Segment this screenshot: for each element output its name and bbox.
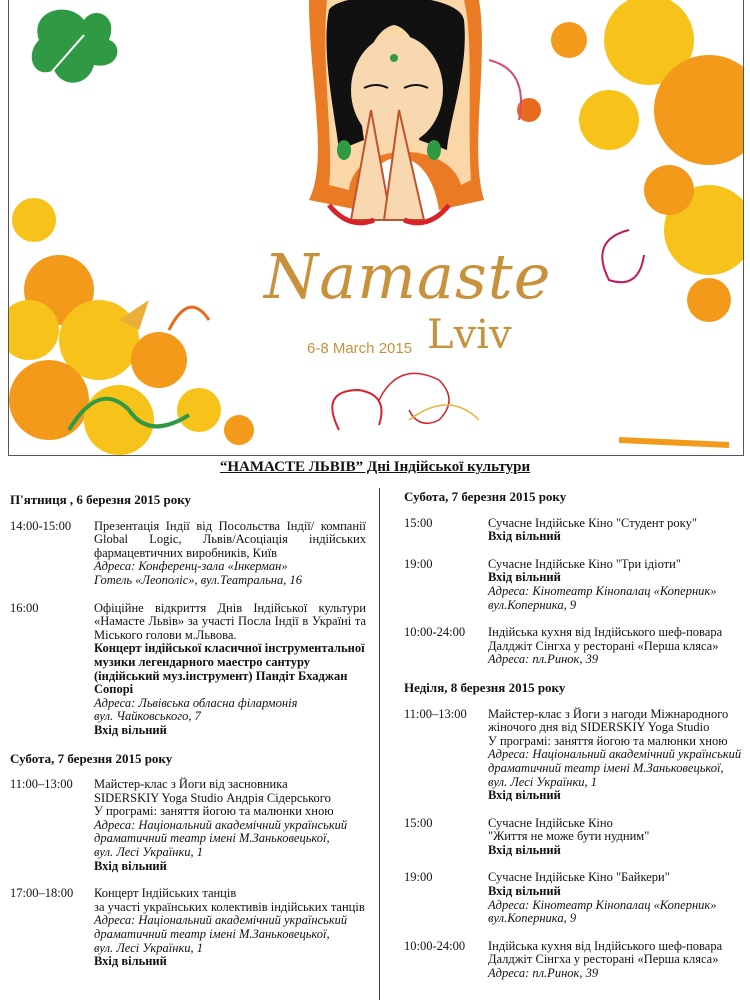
event-description: Концерт Індійських танців [94, 886, 237, 901]
event-address: Адреса: Національний академічний український драматичний театр імені М.Заньковецької, [488, 747, 742, 775]
event-item [404, 940, 744, 981]
event-description: Далджіт Сінгха у ресторані «Перша кляса» [488, 638, 719, 653]
event-description: У програмі: заняття йогою та малюнки хною [488, 733, 728, 748]
free-entry-label: Вхід вільний [488, 884, 561, 899]
event-description: Сучасне Індійське Кіно "Студент року" [488, 515, 697, 530]
poster-dates: 6-8 March 2015 [307, 340, 413, 357]
day-heading: П'ятниця , 6 березня 2015 року [10, 492, 192, 507]
event-address: вул.Коперника, 9 [488, 597, 577, 612]
event-address: вул.Коперника, 9 [488, 911, 577, 926]
column-divider [379, 488, 380, 1000]
event-description: Сучасне Індійське Кіно "Три ідіоти" [488, 556, 681, 571]
event-description: Сучасне Індійське Кіно [488, 815, 613, 830]
decorative-splashes [9, 0, 743, 455]
green-leaf-icon [32, 10, 118, 83]
event-item [10, 778, 366, 873]
event-time: 11:00–13:00 [10, 777, 73, 792]
event-description: "Життя не може бути нудним" [488, 829, 650, 844]
free-entry-label: Вхід вільний [488, 529, 561, 544]
event-description: за участі українських колективів індійських танців [94, 899, 365, 914]
event-time: 10:00-24:00 [404, 625, 466, 640]
free-entry-label: Вхід вільний [94, 722, 167, 737]
event-address: вул. Лесі Українки, 1 [488, 774, 598, 789]
event-time: 15:00 [404, 815, 433, 830]
event-item [404, 708, 744, 803]
event-description: Далджіт Сінгха у ресторані «Перша кляса» [488, 952, 719, 967]
event-address: Адреса: Кінотеатр Кінопалац «Коперник» [488, 897, 717, 912]
event-description: Офіційне відкриття Днів Індійської культури «Намасте Львів» за участі Посла Індії в Україні та Міського голови м.Львова. [94, 600, 366, 642]
event-address: Адреса: пл.Ринок, 39 [488, 966, 599, 981]
event-time: 19:00 [404, 870, 433, 885]
event-time: 16:00 [10, 600, 39, 615]
event-item [404, 626, 744, 667]
event-item [404, 817, 744, 858]
left-column [10, 493, 366, 983]
event-time: 19:00 [404, 556, 433, 571]
event-description: Сучасне Індійське Кіно "Байкери" [488, 870, 670, 885]
namaste-figure-icon [309, 0, 484, 223]
day-heading: Субота, 7 березня 2015 року [404, 489, 567, 504]
event-address: вул. Чайковського, 7 [94, 709, 201, 724]
free-entry-label: Вхід вільний [488, 842, 561, 857]
event-description: SIDERSKIY Yoga Studio Андрія Сідерського [94, 790, 331, 805]
poster-title: Namaste [264, 240, 552, 313]
right-column [404, 490, 744, 995]
event-address: Адреса: Конференц-зала «Інкерман» [94, 559, 288, 574]
event-item [404, 558, 744, 612]
event-address: Адреса: Національний академічний український драматичний театр імені М.Заньковецької, [94, 817, 348, 846]
event-address: Адреса: Національний академічний український драматичний театр імені М.Заньковецької, [94, 913, 348, 942]
event-item [404, 517, 744, 544]
event-time: 10:00-24:00 [404, 938, 466, 953]
day-heading: Субота, 7 березня 2015 року [10, 750, 173, 766]
free-entry-label: Вхід вільний [94, 954, 167, 969]
event-address: Готель «Леополіс», вул.Театральна, 16 [94, 572, 302, 587]
event-address: Адреса: Львівська обласна філармонія [94, 695, 298, 710]
free-entry-label: Вхід вільний [488, 788, 561, 803]
event-address: вул. Лесі Українки, 1 [94, 940, 204, 955]
event-item [404, 871, 744, 925]
event-address: Адреса: Кінотеатр Кінопалац «Коперник» [488, 583, 717, 598]
poster-banner [8, 0, 744, 456]
event-address: вул. Лесі Українки, 1 [94, 845, 204, 860]
event-description: Індійська кухня від Індійського шеф-повара [488, 938, 723, 953]
event-item [10, 520, 366, 588]
event-description: Майстер-клас з Йоги з нагоди Міжнародного жіночого дня від SIDERSKIY Yoga Studio [488, 706, 729, 735]
event-item [10, 887, 366, 969]
event-time: 14:00-15:00 [10, 518, 72, 533]
free-entry-label: Вхід вільний [94, 858, 167, 873]
event-description: Майстер-клас з Йоги від засновника [94, 777, 288, 792]
poster-city: Lviv [427, 312, 512, 358]
event-time: 11:00–13:00 [404, 706, 467, 721]
event-description: У програмі: заняття йогою та малюнки хною [94, 804, 334, 819]
event-time: 15:00 [404, 515, 433, 530]
event-item [10, 602, 366, 738]
event-highlight: Концерт індійської класичної інструментальної музики легендарного маестро сантуру (індійський муз.інструмент) Пандіт Бхаджан Сопорі [94, 641, 365, 697]
day-heading: Неділя, 8 березня 2015 року [404, 679, 566, 695]
event-time: 17:00–18:00 [10, 886, 74, 901]
event-address: Адреса: пл.Ринок, 39 [488, 652, 599, 667]
event-description: Презентація Індії від Посольства Індії/ компанії Global Logic, Львів/Асоціація індійських фармацевтичних виробників, Київ [94, 518, 366, 560]
event-description: Індійська кухня від Індійського шеф-повара [488, 625, 723, 640]
page-title: “НАМАСТЕ ЛЬВІВ” Дні Індійської культури [219, 459, 531, 475]
free-entry-label: Вхід вільний [488, 570, 561, 585]
